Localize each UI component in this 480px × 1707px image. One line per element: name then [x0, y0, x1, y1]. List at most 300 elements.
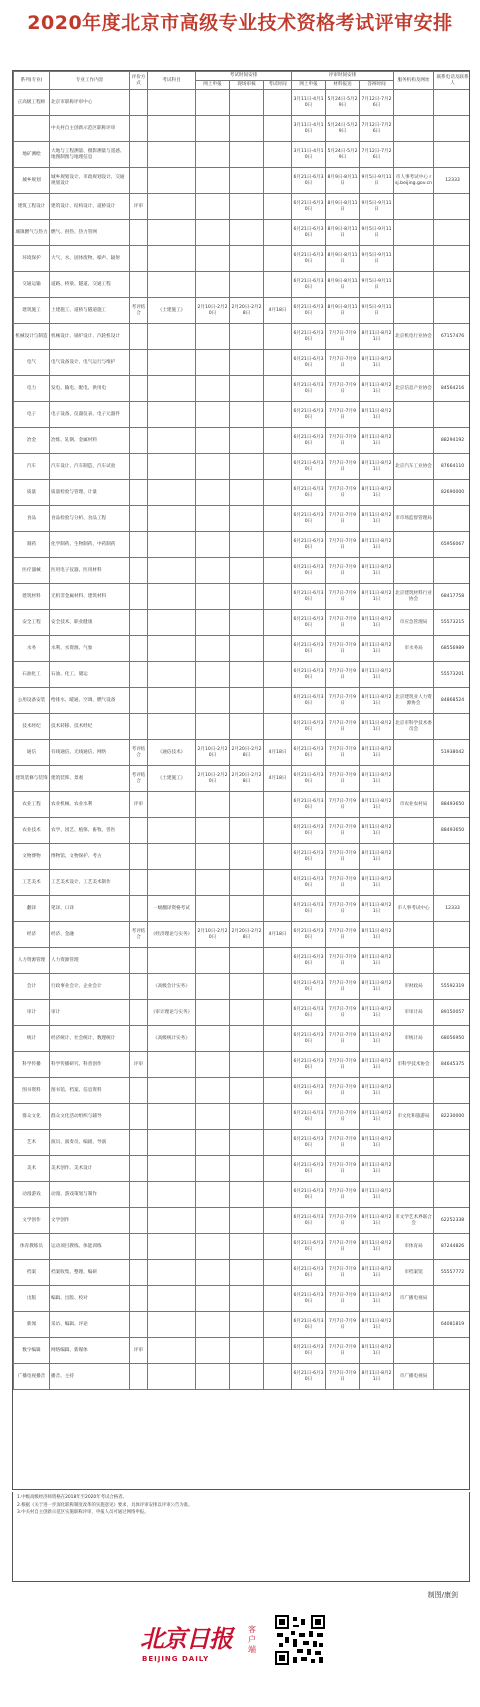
cell-a1 [196, 870, 230, 896]
cell-a2 [230, 168, 264, 194]
table-row [14, 376, 471, 402]
cell-a3 [264, 1364, 292, 1390]
cell-b3: 8月11日-8月21日 [360, 1130, 394, 1156]
cell-series: 数字编辑 [14, 1338, 50, 1364]
cell-series: 艺术 [14, 1130, 50, 1156]
cell-agency [394, 662, 434, 688]
cell-series: 档案 [14, 1260, 50, 1286]
cell-scope: 冶炼、轧钢、金属材料 [50, 428, 130, 454]
cell-a1 [196, 324, 230, 350]
cell-a2 [230, 792, 264, 818]
cell-method [130, 844, 148, 870]
cell-a2 [230, 454, 264, 480]
cell-agency: 市水务局 [394, 636, 434, 662]
cell-a3 [264, 1312, 292, 1338]
cell-subject [148, 480, 196, 506]
cell-a3 [264, 194, 292, 220]
cell-series: 质量 [14, 480, 50, 506]
cell-a3 [264, 376, 292, 402]
cell-a2 [230, 688, 264, 714]
cell-b1: 6月21日-6月30日 [292, 376, 326, 402]
cell-agency: 市农业农村局 [394, 792, 434, 818]
cell-series: 食品 [14, 506, 50, 532]
cell-a1 [196, 116, 230, 142]
cell-scope: 行政事业会计、企业会计 [50, 974, 130, 1000]
cell-a1 [196, 376, 230, 402]
cell-contact [434, 350, 470, 376]
header-scope: 专业工作内容 [50, 72, 130, 90]
cell-b1: 6月21日-6月30日 [292, 1286, 326, 1312]
header-review-time: 评审时间安排 [292, 72, 394, 81]
cell-b3: 8月11日-8月21日 [360, 376, 394, 402]
cell-a1 [196, 220, 230, 246]
cell-method: 评审 [130, 194, 148, 220]
cell-agency [394, 558, 434, 584]
cell-a3: 4月18日 [264, 766, 292, 792]
cell-contact [434, 506, 470, 532]
cell-method [130, 272, 148, 298]
cell-subject [148, 1156, 196, 1182]
cell-a1: 2月10日-2月20日 [196, 740, 230, 766]
cell-contact: 55573215 [434, 610, 470, 636]
table-row [14, 1130, 471, 1156]
cell-scope: 质量检验与管理、计量 [50, 480, 130, 506]
cell-scope: 播音、主持 [50, 1364, 130, 1390]
cell-agency: 市档案馆 [394, 1260, 434, 1286]
cell-series: 美术 [14, 1156, 50, 1182]
cell-agency [394, 1078, 434, 1104]
cell-subject: 《土建施工》 [148, 766, 196, 792]
cell-method [130, 1286, 148, 1312]
cell-b1: 6月21日-6月30日 [292, 948, 326, 974]
cell-b2: 7月7日-7月9日 [326, 376, 360, 402]
cell-contact [434, 948, 470, 974]
cell-a2 [230, 1052, 264, 1078]
cell-a2 [230, 1026, 264, 1052]
cell-scope: 农学、园艺、植保、畜牧、兽医 [50, 818, 130, 844]
cell-a2 [230, 90, 264, 116]
cell-b2: 7月7日-7月9日 [326, 974, 360, 1000]
cell-contact: 84645375 [434, 1052, 470, 1078]
cell-a2 [230, 714, 264, 740]
cell-scope: 北京市职称评审中心 [50, 90, 130, 116]
cell-scope: 无机非金属材料、建筑材料 [50, 584, 130, 610]
cell-agency: 北京市科学技术委员会 [394, 714, 434, 740]
cell-a2 [230, 480, 264, 506]
cell-a3 [264, 1182, 292, 1208]
cell-method [130, 818, 148, 844]
cell-subject [148, 792, 196, 818]
cell-b2: 7月7日-7月9日 [326, 428, 360, 454]
cell-a1 [196, 350, 230, 376]
cell-agency [394, 922, 434, 948]
cell-b2: 7月7日-7月9日 [326, 1286, 360, 1312]
cell-method [130, 1260, 148, 1286]
cell-b1: 6月21日-6月30日 [292, 584, 326, 610]
cell-method [130, 1234, 148, 1260]
cell-b3: 8月11日-8月21日 [360, 1182, 394, 1208]
cell-a1 [196, 1156, 230, 1182]
cell-a3 [264, 1104, 292, 1130]
cell-method [130, 636, 148, 662]
cell-b1: 6月21日-6月30日 [292, 1052, 326, 1078]
cell-b1: 6月21日-6月30日 [292, 1156, 326, 1182]
cell-contact: 88294192 [434, 428, 470, 454]
table-row [14, 532, 471, 558]
cell-a1: 2月10日-2月20日 [196, 298, 230, 324]
cell-a2 [230, 506, 264, 532]
cell-contact: 55592319 [434, 974, 470, 1000]
cell-subject: 《高级会计实务》 [148, 974, 196, 1000]
cell-method [130, 558, 148, 584]
header-material-submit: 材料报送 [326, 81, 360, 90]
cell-b3: 8月11日-8月21日 [360, 714, 394, 740]
cell-series: 环境保护 [14, 246, 50, 272]
cell-agency [394, 142, 434, 168]
cell-a3 [264, 324, 292, 350]
cell-contact: 82690000 [434, 480, 470, 506]
cell-b1: 6月21日-6月30日 [292, 974, 326, 1000]
cell-b1: 6月21日-6月30日 [292, 922, 326, 948]
cell-b1: 6月21日-6月30日 [292, 1026, 326, 1052]
cell-scope: 技术转移、技术经纪 [50, 714, 130, 740]
cell-a1 [196, 558, 230, 584]
cell-scope: 工艺美术设计、工艺美术制作 [50, 870, 130, 896]
cell-a3 [264, 610, 292, 636]
cell-b3: 8月11日-8月21日 [360, 896, 394, 922]
cell-subject [148, 1312, 196, 1338]
cell-agency [394, 532, 434, 558]
cell-contact [434, 90, 470, 116]
table-row [14, 194, 471, 220]
cell-b2: 7月7日-7月9日 [326, 1026, 360, 1052]
cell-b2: 7月7日-7月9日 [326, 662, 360, 688]
cell-scope: 笔译、口译 [50, 896, 130, 922]
table-row [14, 142, 471, 168]
cell-a2 [230, 818, 264, 844]
cell-a2: 2月20日-2月28日 [230, 298, 264, 324]
cell-agency [394, 740, 434, 766]
cell-scope: 审计 [50, 1000, 130, 1026]
table-row [14, 740, 471, 766]
cell-method: 考评结合 [130, 766, 148, 792]
cell-subject [148, 1234, 196, 1260]
cell-a1 [196, 1104, 230, 1130]
cell-subject [148, 844, 196, 870]
table-row [14, 1078, 471, 1104]
cell-b3: 8月11日-8月21日 [360, 922, 394, 948]
cell-scope: 中关村自主创新示范区职称评审 [50, 116, 130, 142]
cell-b3: 8月11日-8月21日 [360, 1026, 394, 1052]
cell-b3: 8月11日-8月21日 [360, 324, 394, 350]
cell-series: 工艺美术 [14, 870, 50, 896]
cell-scope: 机械设计、锅炉设计、汽轮机设计 [50, 324, 130, 350]
cell-method [130, 714, 148, 740]
cell-subject: 《土建施工》 [148, 298, 196, 324]
cell-contact [434, 870, 470, 896]
cell-subject [148, 246, 196, 272]
cell-b1: 6月21日-6月30日 [292, 272, 326, 298]
cell-a1 [196, 1286, 230, 1312]
cell-series: 审计 [14, 1000, 50, 1026]
cell-method: 评审 [130, 1338, 148, 1364]
cell-a1 [196, 428, 230, 454]
cell-b1: 6月21日-6月30日 [292, 766, 326, 792]
cell-a3 [264, 818, 292, 844]
cell-a3: 4月18日 [264, 298, 292, 324]
cell-agency [394, 350, 434, 376]
cell-contact: 68556989 [434, 636, 470, 662]
schedule-table [12, 70, 470, 1490]
cell-b2: 7月7日-7月9日 [326, 922, 360, 948]
cell-series: 技术经纪 [14, 714, 50, 740]
cell-b2: 7月7日-7月9日 [326, 558, 360, 584]
table-row [14, 688, 471, 714]
cell-a3 [264, 870, 292, 896]
cell-agency: 市统计局 [394, 1026, 434, 1052]
cell-contact: 87664110 [434, 454, 470, 480]
cell-a3 [264, 168, 292, 194]
cell-method [130, 974, 148, 1000]
cell-contact [434, 558, 470, 584]
beijing-daily-logo: 北京日报 [140, 1624, 232, 1653]
qr-code-icon[interactable] [275, 1615, 325, 1665]
cell-scope: 发电、输电、配电、供用电 [50, 376, 130, 402]
cell-scope: 网络编辑、新媒体 [50, 1338, 130, 1364]
cell-a3 [264, 1208, 292, 1234]
cell-method [130, 1156, 148, 1182]
cell-a1 [196, 1312, 230, 1338]
cell-b1: 6月21日-6月30日 [292, 1130, 326, 1156]
cell-agency: 市人事考试中心 [394, 896, 434, 922]
cell-a1 [196, 194, 230, 220]
table-row [14, 974, 471, 1000]
cell-subject [148, 1182, 196, 1208]
cell-b3: 9月5日-9月11日 [360, 272, 394, 298]
cell-series: 统计 [14, 1026, 50, 1052]
cell-a2 [230, 1234, 264, 1260]
cell-b2: 7月7日-7月9日 [326, 324, 360, 350]
table-row [14, 168, 471, 194]
cell-series: 制药 [14, 532, 50, 558]
cell-scope: 安全技术、职业健康 [50, 610, 130, 636]
cell-series: 建筑装修与装饰 [14, 766, 50, 792]
cell-a2 [230, 142, 264, 168]
note-item: 3.中关村自主创新示范区实施职称评审，申报人员可通过网络申报。 [17, 1510, 149, 1515]
cell-b3: 8月11日-8月21日 [360, 766, 394, 792]
cell-contact [434, 142, 470, 168]
cell-b3: 8月11日-8月21日 [360, 1312, 394, 1338]
cell-scope: 经济统计、社会统计、数理统计 [50, 1026, 130, 1052]
cell-agency [394, 246, 434, 272]
cell-b2: 5月24日-5月29日 [326, 116, 360, 142]
cell-scope: 采访、编辑、评论 [50, 1312, 130, 1338]
cell-b3: 8月11日-8月21日 [360, 662, 394, 688]
cell-series: 群众文化 [14, 1104, 50, 1130]
cell-series: 动漫游戏 [14, 1182, 50, 1208]
cell-scope: 美术创作、美术设计 [50, 1156, 130, 1182]
cell-b2: 7月7日-7月9日 [326, 1078, 360, 1104]
cell-contact [434, 220, 470, 246]
cell-a2 [230, 636, 264, 662]
cell-method [130, 1026, 148, 1052]
cell-b2: 7月7日-7月9日 [326, 454, 360, 480]
cell-b3: 9月5日-9月11日 [360, 168, 394, 194]
cell-agency: 北京建筑材料行业协会 [394, 584, 434, 610]
cell-b2: 5月24日-5月29日 [326, 142, 360, 168]
cell-a2 [230, 584, 264, 610]
cell-method [130, 376, 148, 402]
cell-b2: 7月7日-7月9日 [326, 766, 360, 792]
header-contact: 联系电话及联系人 [434, 72, 470, 90]
cell-a1 [196, 1234, 230, 1260]
cell-agency [394, 90, 434, 116]
cell-a2 [230, 376, 264, 402]
cell-series: 广播电视播音 [14, 1364, 50, 1390]
cell-b1: 6月21日-6月30日 [292, 1078, 326, 1104]
cell-b1: 6月21日-6月30日 [292, 844, 326, 870]
cell-agency [394, 402, 434, 428]
cell-a3 [264, 1052, 292, 1078]
cell-b2: 7月7日-7月9日 [326, 688, 360, 714]
table-row [14, 116, 471, 142]
cell-b3: 8月11日-8月21日 [360, 792, 394, 818]
cell-b3: 9月5日-9月11日 [360, 246, 394, 272]
cell-agency [394, 1312, 434, 1338]
cell-b3: 8月11日-8月21日 [360, 350, 394, 376]
cell-series: 城镇燃气与热力 [14, 220, 50, 246]
cell-series: 电子 [14, 402, 50, 428]
cell-a2 [230, 1182, 264, 1208]
cell-agency [394, 298, 434, 324]
cell-method: 评审 [130, 1052, 148, 1078]
cell-method [130, 662, 148, 688]
cell-series: 新闻 [14, 1312, 50, 1338]
client-label: 客户端 [248, 1625, 256, 1654]
cell-agency: 市体育局 [394, 1234, 434, 1260]
cell-a3 [264, 792, 292, 818]
cell-b3: 8月11日-8月21日 [360, 1208, 394, 1234]
cell-b3: 8月11日-8月21日 [360, 402, 394, 428]
cell-b3: 8月11日-8月21日 [360, 454, 394, 480]
cell-method [130, 1312, 148, 1338]
cell-b3: 8月11日-8月21日 [360, 1078, 394, 1104]
cell-a3 [264, 402, 292, 428]
table-row [14, 662, 471, 688]
cell-agency [394, 428, 434, 454]
cell-a2 [230, 1364, 264, 1390]
cell-scope: 文学创作 [50, 1208, 130, 1234]
cell-b1: 6月21日-6月30日 [292, 740, 326, 766]
cell-b2: 7月7日-7月9日 [326, 480, 360, 506]
cell-method [130, 506, 148, 532]
brand-footer [0, 1615, 480, 1695]
cell-b2: 8月9日-8月11日 [326, 298, 360, 324]
cell-a1 [196, 662, 230, 688]
cell-b3: 8月11日-8月21日 [360, 532, 394, 558]
cell-series: 正高级工程师 [14, 90, 50, 116]
table-row [14, 558, 471, 584]
table-row [14, 610, 471, 636]
cell-method [130, 1208, 148, 1234]
cell-a3 [264, 1078, 292, 1104]
cell-b2: 7月7日-7月9日 [326, 740, 360, 766]
cell-a2 [230, 844, 264, 870]
cell-b2: 7月7日-7月9日 [326, 818, 360, 844]
cell-subject [148, 220, 196, 246]
cell-b1: 6月21日-6月30日 [292, 480, 326, 506]
header-defense: 答辩时间 [360, 81, 394, 90]
cell-contact: 68056950 [434, 1026, 470, 1052]
cell-agency: 北京信息产业协会 [394, 376, 434, 402]
cell-scope: 医用电子仪器、医用材料 [50, 558, 130, 584]
cell-b1: 6月21日-6月30日 [292, 610, 326, 636]
table-row [14, 1286, 471, 1312]
cell-b1: 6月21日-6月30日 [292, 454, 326, 480]
cell-a3 [264, 1000, 292, 1026]
cell-scope: 人力资源管理 [50, 948, 130, 974]
cell-scope: 水利、水资源、气象 [50, 636, 130, 662]
cell-a1 [196, 1208, 230, 1234]
cell-agency: 市应急管理局 [394, 610, 434, 636]
header-exam-time: 考试时间安排 [196, 72, 292, 81]
table-row [14, 896, 471, 922]
cell-b3: 8月11日-8月21日 [360, 1286, 394, 1312]
cell-b2: 8月9日-8月11日 [326, 272, 360, 298]
cell-b1: 6月21日-6月30日 [292, 350, 326, 376]
cell-subject: 《通信技术》 [148, 740, 196, 766]
cell-subject [148, 168, 196, 194]
cell-scope: 经济、金融 [50, 922, 130, 948]
table-row [14, 922, 471, 948]
cell-subject [148, 584, 196, 610]
cell-agency [394, 1156, 434, 1182]
cell-contact [434, 298, 470, 324]
cell-subject [148, 558, 196, 584]
cell-subject: 一级翻译资格考试 [148, 896, 196, 922]
cell-scope: 农业机械、农业水利 [50, 792, 130, 818]
cell-series: 机械设计与制造 [14, 324, 50, 350]
cell-b2: 7月7日-7月9日 [326, 532, 360, 558]
cell-subject [148, 662, 196, 688]
cell-series: 翻译 [14, 896, 50, 922]
cell-method [130, 324, 148, 350]
cell-scope: 建筑设计、结构设计、道桥设计 [50, 194, 130, 220]
cell-a1 [196, 480, 230, 506]
cell-subject [148, 1260, 196, 1286]
cell-b1: 6月21日-6月30日 [292, 324, 326, 350]
cell-a2 [230, 896, 264, 922]
cell-a2 [230, 1104, 264, 1130]
cell-b1: 6月21日-6月30日 [292, 636, 326, 662]
cell-subject [148, 1130, 196, 1156]
cell-b3: 8月11日-8月21日 [360, 1338, 394, 1364]
cell-b1: 6月21日-6月30日 [292, 506, 326, 532]
cell-b2: 7月7日-7月9日 [326, 896, 360, 922]
cell-a2 [230, 1078, 264, 1104]
cell-a1 [196, 454, 230, 480]
cell-series: 建筑材料 [14, 584, 50, 610]
cell-a1 [196, 610, 230, 636]
cell-agency [394, 220, 434, 246]
cell-subject [148, 948, 196, 974]
cell-b1: 6月21日-6月30日 [292, 714, 326, 740]
cell-b2: 8月9日-8月11日 [326, 194, 360, 220]
cell-a1 [196, 818, 230, 844]
cell-subject [148, 1208, 196, 1234]
cell-a2 [230, 1130, 264, 1156]
cell-agency: 市文化和旅游局 [394, 1104, 434, 1130]
